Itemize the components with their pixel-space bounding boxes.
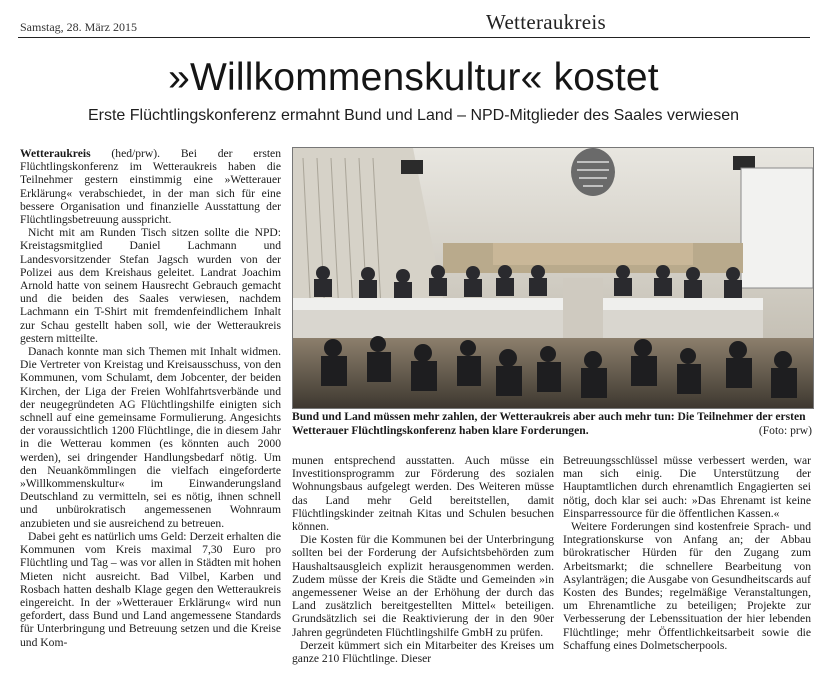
subheadline: Erste Flüchtlingskonferenz ermahnt Bund und Land – NPD-Mitglieder des Saales verwiesen xyxy=(87,107,739,124)
headline: »Willkommenskultur« kostet xyxy=(168,56,659,99)
body-paragraph: munen entsprechend ausstatten. Auch müsse ein Investitionsprogramm zur Förderung des sozialen Wohnungsbaus aufgelegt werden. Des Weiteren müsse das Land mehr Geld bereitstellen, damit Flüchtlingskinder zeitnah Kitas und Schulen besuchen können. xyxy=(292,454,554,534)
article-column-1 xyxy=(20,147,281,675)
conference-photo xyxy=(292,147,814,409)
conference-photo-illustration xyxy=(293,148,813,408)
photo-credit: (Foto: prw) xyxy=(758,423,812,437)
body-paragraph: Derzeit kümmert sich ein Mitarbeiter des Kreises um ganze 210 Flüchtlinge. Dieser xyxy=(292,638,554,666)
dateline: Wetteraukreis xyxy=(20,147,91,160)
body-paragraph: Danach konnte man sich Themen mit Inhalt widmen. Die Vertreter von Kreistag und Kreisausschuss, von den Kommunen, vom Schulamt, dem Jobcenter, der beiden Kirchen, der Liga der Freien Wohlfahrtsverbände und der neugegründeten AG Flüchtlingshilfe einigten sich schnell auf eine gemeinsame Formulierung. Angesichts der voraussichtlich 1200 Flüchtlinge, die in diesem Jahr in die Wetterau kommen (es könnten auch 2000 werden), sei dringender Handlungsbedarf nötig. Um den Neuankömmlingen die vielfach eingeforderte »Willkommenskultur« im Einwanderungsland Deutschland zu vermitteln, sei es nötig, ihnen schnell und unbürokratisch angemessenen Wohnraum anzubieten und sie ausreichend zu betreuen. xyxy=(20,345,281,530)
photo-caption xyxy=(292,410,812,437)
issue-date: Samstag, 28. März 2015 xyxy=(20,20,137,34)
article-column-2 xyxy=(292,454,554,676)
lead-text: (hed/prw). Bei der ersten Flüchtlingskonferenz im Wetteraukreis haben die Teilnehmer gestern einstimmig eine »Wetterauer Erklärung« verabschiedet, in der man sich für eine bessere Organisation und finanzielle Ausstattung der Flüchtlingsbetreuung ausspricht. xyxy=(20,147,281,227)
body-paragraph: Betreuungsschlüssel müsse verbessert werden, war man sich einig. Die Unterstützung der Hauptamtlichen durch ehrenamtlich Engagierten sei nötig, doch klar sei auch: »Das Ehrenamt ist keine Einsparressource für die öffentlichen Kassen.« xyxy=(563,454,811,520)
caption-text: Bund und Land müssen mehr zahlen, der Wetteraukreis aber auch mehr tun: Die Teilnehmer der ersten Wetterauer Flüchtlingskonferenz haben klare Forderungen. xyxy=(292,410,806,437)
lead-paragraph xyxy=(20,147,281,226)
body-paragraph: Die Kosten für die Kommunen bei der Unterbringung sollten bei der Forderung der Aufsichtsbehörden zum Haushaltsausgleich explizit herausgenommen werden. Zudem müsse der Kreis die Städte und Gemeinden »in angemessener Weise an der Erhöhung der durch das Land zusätzlich bereitgestellten Mittel« beteiligen. Grundsätzlich sei die Reaktivierung der in den 90er Jahren gegründeten Flüchtlingshilfe GmbH zu prüfen. xyxy=(292,533,554,639)
body-paragraph: Dabei geht es natürlich ums Geld: Derzeit erhalten die Kommunen vom Kreis maximal 7,30 Euro pro Flüchtling und Tag – was vor allen in Städten mit hohen Mieten nicht ausreicht. Bad Vilbel, Karben und Rosbach hatten deshalb Klage gegen den Wetteraukreis eingereicht. In der »Wetterauer Erklärung« wird nun gefordert, dass Bund und Land angemessene Standards für Unterbringung und Betreuung setzen und die Kreise und Kom- xyxy=(20,529,281,649)
section-title: Wetteraukreis xyxy=(486,10,606,34)
body-paragraph: Nicht mit am Runden Tisch sitzen sollte die NPD: Kreistagsmitglied Daniel Lachmann und Landesvorsitzender Stefan Jagsch wurden von der Polizei aus dem Kreishaus geleitet. Landrat Joachim Arnold hatte von seinem Hausrecht Gebrauch gemacht und die beiden des Saales verwiesen, nachdem Lachmann ein T-Shirt mit fremdenfeindlichem Inhalt zur Schau gestellt haben soll, wie der Wetteraukreis gestern mitteilte. xyxy=(20,226,281,345)
header-rule xyxy=(18,37,810,38)
body-paragraph: Weitere Forderungen sind kostenfreie Sprach- und Integrationskurse von Anfang an; der Abbau bürokratischer Hürden für den Zugang zum Arbeitsmarkt; die schnellere Bearbeitung von Asylanträgen; die Ausgabe von Gesundheitscards auf Kosten des Bundes; regelmäßige Veranstaltungen, um Ehrenamtliche zu beteiligen; Projekte zur Verbesserung der Lebenssituation der hier lebenden Flüchtlinge; mehr Öffentlichkeitsarbeit sowie die Schaffung eines Dolmetscherpools. xyxy=(563,520,811,652)
article-column-3 xyxy=(563,454,811,676)
